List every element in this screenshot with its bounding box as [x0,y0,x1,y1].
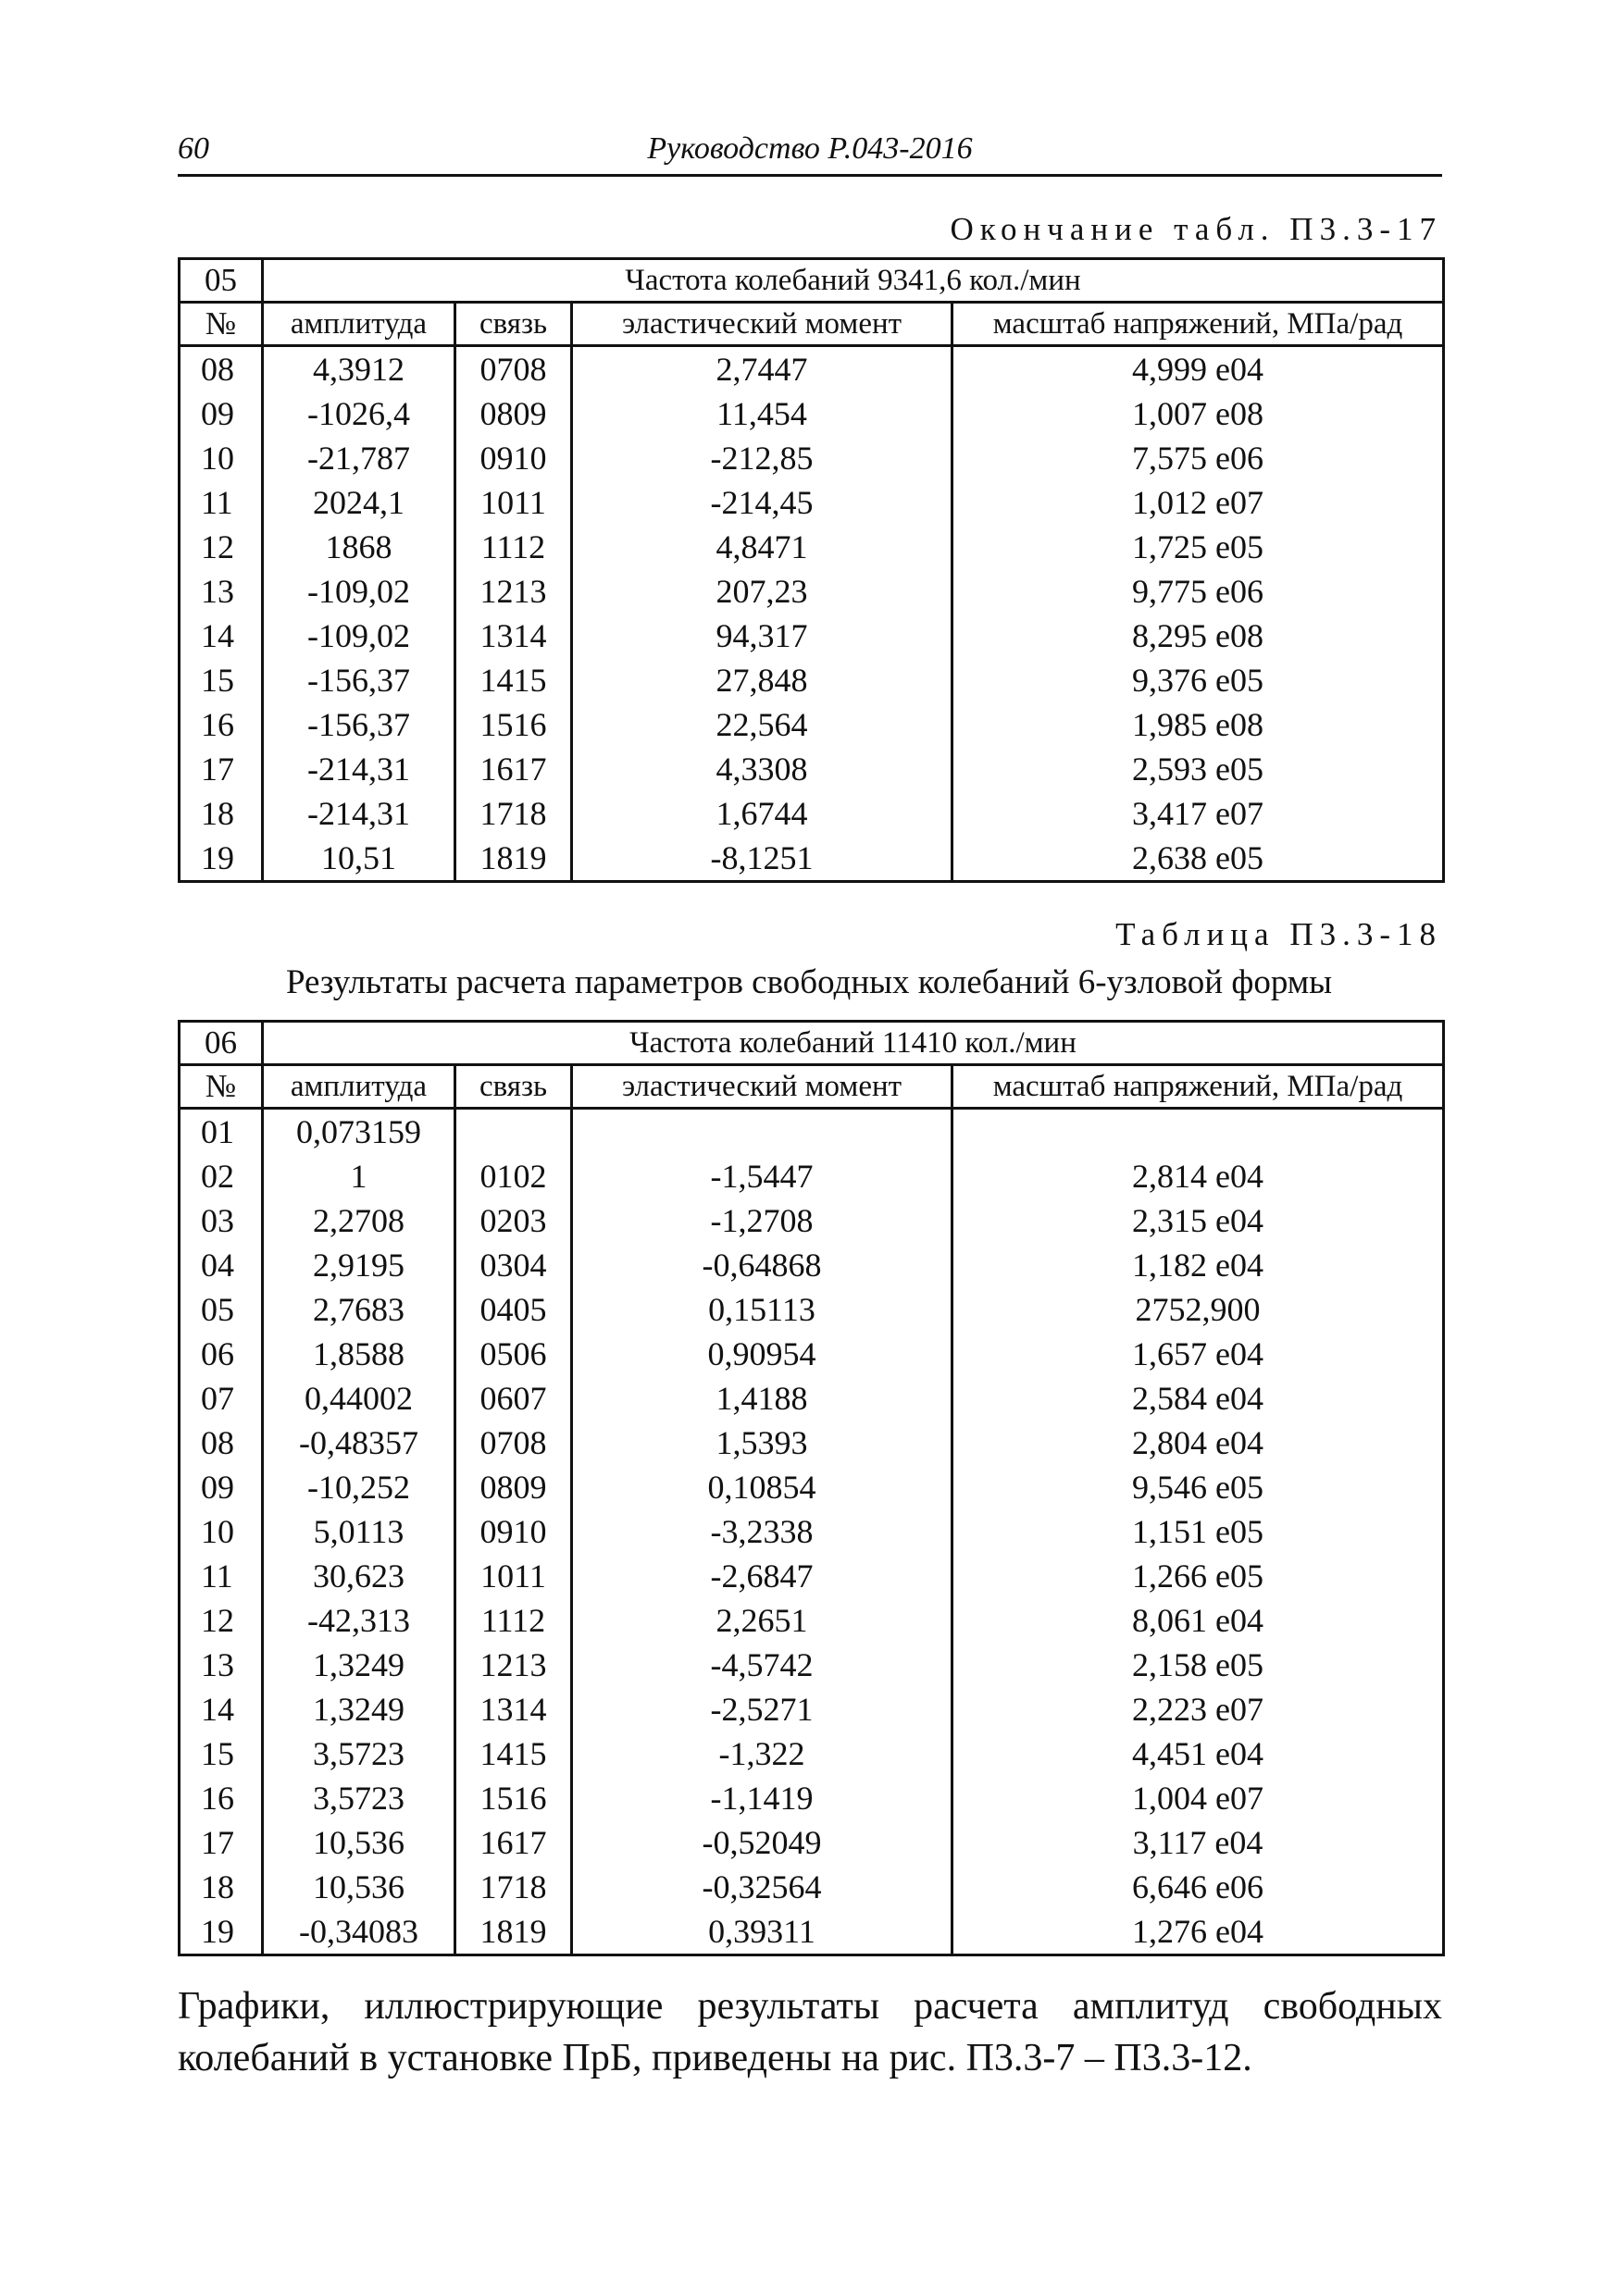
table-cell: 8,061 е04 [952,1598,1444,1643]
table-cell: 09 [180,391,263,436]
table2-caption: Таблица П3.3-18 [1115,916,1442,952]
table-cell: 11,454 [572,391,952,436]
table-cell: 1,6744 [572,791,952,836]
table-cell: 1819 [455,836,572,882]
table-cell: 1,5393 [572,1421,952,1465]
table-cell: 12 [180,1598,263,1643]
column-header: № [180,303,263,346]
table-cell: -0,52049 [572,1820,952,1865]
table-cell: 2,315 е04 [952,1198,1444,1243]
table-cell: -0,32564 [572,1865,952,1909]
table-cell: 1,004 е07 [952,1776,1444,1820]
table1 [178,257,1445,883]
page-number: 60 [178,131,209,166]
table-cell: 2,7683 [263,1287,455,1332]
table-cell: 09 [180,1465,263,1509]
table-cell: 11 [180,1554,263,1598]
table-cell: 1718 [455,791,572,836]
table-cell: -214,31 [263,791,455,836]
table-cell: 08 [180,1421,263,1465]
table-cell: 1,985 е08 [952,702,1444,747]
table-row [180,1820,1444,1865]
table-cell: 0,073159 [263,1109,455,1155]
table-cell: 01 [180,1109,263,1155]
table-cell: 2,638 е05 [952,836,1444,882]
table1-header-row [180,303,1444,346]
table-cell: -42,313 [263,1598,455,1643]
table-cell: 27,848 [572,658,952,702]
table-row [180,525,1444,569]
table-cell: 0304 [455,1243,572,1287]
table-row [180,480,1444,525]
table-cell: 0708 [455,346,572,392]
table-cell: 1718 [455,1865,572,1909]
table-cell: 0506 [455,1332,572,1376]
table-cell: 1,012 е07 [952,480,1444,525]
table-cell: 9,546 е05 [952,1465,1444,1509]
table-cell: 0,15113 [572,1287,952,1332]
table-cell: 1,276 е04 [952,1909,1444,1955]
table-cell: 1112 [455,525,572,569]
table-row [180,1598,1444,1643]
table-row [180,569,1444,614]
table-row [180,1776,1444,1820]
table-cell: 2,223 е07 [952,1687,1444,1731]
table-cell: 12 [180,525,263,569]
table-cell: -8,1251 [572,836,952,882]
table-cell: 1011 [455,480,572,525]
table-cell: 16 [180,1776,263,1820]
table-cell: -109,02 [263,614,455,658]
table-cell: 2024,1 [263,480,455,525]
table-cell: 0405 [455,1287,572,1332]
page-header [178,131,1442,177]
table-cell: -21,787 [263,436,455,480]
column-header: № [180,1065,263,1109]
table-cell: 18 [180,1865,263,1909]
table-cell: 16 [180,702,263,747]
table-row [180,1198,1444,1243]
table-cell: 207,23 [572,569,952,614]
column-header: амплитуда [263,1065,455,1109]
table-cell: 0910 [455,436,572,480]
table-cell: 18 [180,791,263,836]
table-cell: 8,295 е08 [952,614,1444,658]
table-cell: 2,7447 [572,346,952,392]
table-cell: 15 [180,1731,263,1776]
table-row [180,658,1444,702]
table1-id: 05 [180,259,263,303]
column-header: связь [455,303,572,346]
table2-frequency: Частота колебаний 11410 кол./мин [263,1022,1444,1065]
table-cell: 04 [180,1243,263,1287]
table1-frequency-row [180,259,1444,303]
table-row [180,614,1444,658]
column-header: масштаб напряжений, МПа/рад [952,1065,1444,1109]
table-cell: 19 [180,836,263,882]
table-cell: 3,417 е07 [952,791,1444,836]
table-cell: 15 [180,658,263,702]
table-cell: 2,158 е05 [952,1643,1444,1687]
table-cell: 1415 [455,1731,572,1776]
table-cell: 4,3912 [263,346,455,392]
body-paragraph: Графики, иллюстрирующие результаты расчета амплитуд свободных колебаний в установке ПрБ, приведены на рис. П3.3-7 – П3.3-12. [178,1985,1442,2079]
table-cell: -1,1419 [572,1776,952,1820]
table-cell: 14 [180,1687,263,1731]
table-cell: 17 [180,1820,263,1865]
table-row [180,1509,1444,1554]
table-cell: 0,44002 [263,1376,455,1421]
table-cell: 0,90954 [572,1332,952,1376]
table-cell: 2,2651 [572,1598,952,1643]
table-cell: 1,182 е04 [952,1243,1444,1287]
table-cell: -1,2708 [572,1198,952,1243]
table-cell: 3,117 е04 [952,1820,1444,1865]
table-cell: 13 [180,569,263,614]
table-cell: 1617 [455,1820,572,1865]
table-cell: 22,564 [572,702,952,747]
table-cell: 1819 [455,1909,572,1955]
table-cell: 1,007 е08 [952,391,1444,436]
table-row [180,1909,1444,1955]
table-row [180,1109,1444,1155]
table-cell: -4,5742 [572,1643,952,1687]
table-cell: -3,2338 [572,1509,952,1554]
table-cell: 10 [180,436,263,480]
table-row [180,1287,1444,1332]
table-cell: 1213 [455,1643,572,1687]
table2 [178,1020,1445,1956]
table-row [180,1865,1444,1909]
table-cell: 4,3308 [572,747,952,791]
table-row [180,1376,1444,1421]
table-cell: 02 [180,1154,263,1198]
table-cell: 0607 [455,1376,572,1421]
table-cell: 9,775 е06 [952,569,1444,614]
table-cell [455,1109,572,1155]
table-cell: 3,5723 [263,1776,455,1820]
table-cell: 1112 [455,1598,572,1643]
table-cell: 1,4188 [572,1376,952,1421]
table-cell: 0809 [455,391,572,436]
table-cell: 6,646 е06 [952,1865,1444,1909]
table-cell: 1868 [263,525,455,569]
table1-caption: Окончание табл. П3.3-17 [950,211,1442,247]
table-cell: -2,5271 [572,1687,952,1731]
table-cell: -0,48357 [263,1421,455,1465]
table-cell: -10,252 [263,1465,455,1509]
table-cell: 4,451 е04 [952,1731,1444,1776]
table-cell: 3,5723 [263,1731,455,1776]
table-cell: -109,02 [263,569,455,614]
table-row [180,791,1444,836]
table-row [180,702,1444,747]
table-cell: 1,266 е05 [952,1554,1444,1598]
table-row [180,1731,1444,1776]
table-cell: 13 [180,1643,263,1687]
table-cell: 1 [263,1154,455,1198]
table-cell: 2752,900 [952,1287,1444,1332]
table-cell: 1314 [455,1687,572,1731]
table-cell: 1617 [455,747,572,791]
table-cell: 10 [180,1509,263,1554]
column-header: эластический момент [572,1065,952,1109]
table-cell: -0,34083 [263,1909,455,1955]
table-cell: 1314 [455,614,572,658]
table-cell: 03 [180,1198,263,1243]
table-row [180,1554,1444,1598]
running-title: Руководство Р.043-2016 [647,131,973,166]
table-row [180,747,1444,791]
table-row [180,1465,1444,1509]
table-cell: 08 [180,346,263,392]
table-cell: 1,725 е05 [952,525,1444,569]
table-row [180,1332,1444,1376]
table2-header-row [180,1065,1444,1109]
table-row [180,1421,1444,1465]
table-cell: 1,151 е05 [952,1509,1444,1554]
table-row [180,1154,1444,1198]
table-cell: -156,37 [263,702,455,747]
table-cell: 5,0113 [263,1509,455,1554]
table-cell: -0,64868 [572,1243,952,1287]
table-cell: 14 [180,614,263,658]
table-cell: 1415 [455,658,572,702]
column-header: масштаб напряжений, МПа/рад [952,303,1444,346]
table2-id: 06 [180,1022,263,1065]
table-cell: 0203 [455,1198,572,1243]
table-row [180,1243,1444,1287]
table-cell: 2,2708 [263,1198,455,1243]
table2-title: Результаты расчета параметров свободных колебаний 6-узловой формы [285,963,1333,1001]
table-cell: 19 [180,1909,263,1955]
table-cell: 4,999 е04 [952,346,1444,392]
column-header: эластический момент [572,303,952,346]
table2-frequency-row [180,1022,1444,1065]
table-cell: -1,322 [572,1731,952,1776]
table-cell: 1,3249 [263,1687,455,1731]
column-header: связь [455,1065,572,1109]
table-cell [572,1109,952,1155]
table-cell: -1026,4 [263,391,455,436]
table-cell: 1516 [455,702,572,747]
table-cell: -1,5447 [572,1154,952,1198]
table-cell: 2,804 е04 [952,1421,1444,1465]
table-cell: 0910 [455,1509,572,1554]
table-cell: 2,593 е05 [952,747,1444,791]
table-cell: 1516 [455,1776,572,1820]
table-cell: 10,51 [263,836,455,882]
column-header: амплитуда [263,303,455,346]
table-cell: 30,623 [263,1554,455,1598]
table-cell: 7,575 е06 [952,436,1444,480]
table-cell: 0809 [455,1465,572,1509]
table-cell: 94,317 [572,614,952,658]
table-cell: -2,6847 [572,1554,952,1598]
table-cell: 1,657 е04 [952,1332,1444,1376]
table-row [180,1643,1444,1687]
table-cell: 06 [180,1332,263,1376]
table-row [180,391,1444,436]
table-cell: 05 [180,1287,263,1332]
table-cell [952,1109,1444,1155]
table-row [180,346,1444,392]
table-cell: 1011 [455,1554,572,1598]
table-cell: 1213 [455,569,572,614]
table-cell: 0,10854 [572,1465,952,1509]
table-cell: 17 [180,747,263,791]
table-cell: 2,814 е04 [952,1154,1444,1198]
table-cell: 10,536 [263,1820,455,1865]
table-cell: 1,3249 [263,1643,455,1687]
table-row [180,436,1444,480]
table-cell: 07 [180,1376,263,1421]
table-cell: 2,584 е04 [952,1376,1444,1421]
table-cell: 9,376 е05 [952,658,1444,702]
table-row [180,836,1444,882]
table-cell: 0102 [455,1154,572,1198]
table-cell: 0,39311 [572,1909,952,1955]
table-cell: -214,31 [263,747,455,791]
table-cell: 10,536 [263,1865,455,1909]
table-cell: 11 [180,480,263,525]
table-row [180,1687,1444,1731]
table-cell: 2,9195 [263,1243,455,1287]
table-cell: -214,45 [572,480,952,525]
table1-frequency: Частота колебаний 9341,6 кол./мин [263,259,1444,303]
table-cell: 1,8588 [263,1332,455,1376]
table-cell: -156,37 [263,658,455,702]
table-cell: -212,85 [572,436,952,480]
table-cell: 4,8471 [572,525,952,569]
table-cell: 0708 [455,1421,572,1465]
